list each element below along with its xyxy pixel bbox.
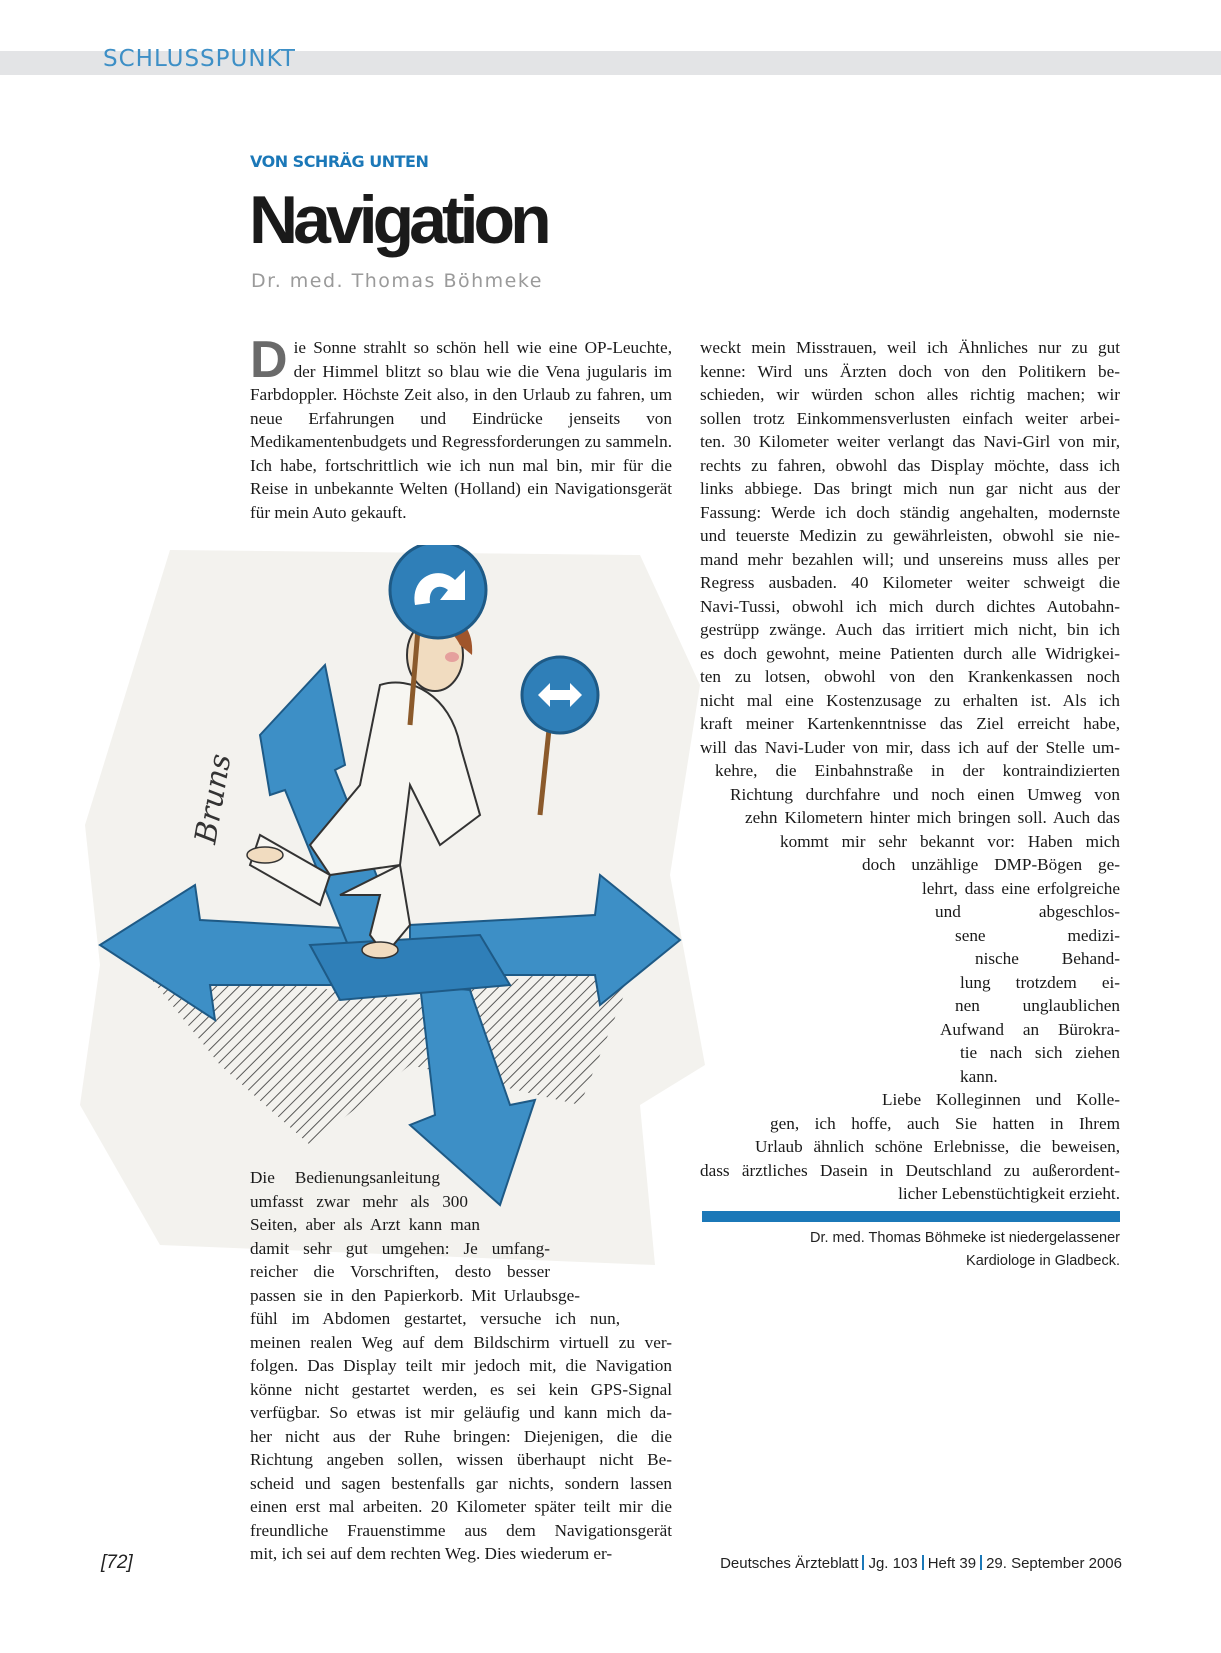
text-line: gestrüpp zwänge. Auch das irritiert mich nicht, bin ich	[700, 620, 1120, 639]
text-line: will das Navi-Luder von mir, dass ich auf der Stelle um-	[700, 737, 1120, 757]
column-2-lines	[700, 336, 1120, 1206]
text-line: Navi-Tussi, obwohl ich mich durch dichtes Autobahn-	[700, 596, 1120, 616]
text-line: freundliche Frauenstimme aus dem Navigationsgerät	[250, 1520, 672, 1540]
article-byline: Dr. med. Thomas Böhmeke	[251, 270, 543, 292]
text-line: folgen. Das Display teilt mir jedoch mit, die Navigation	[250, 1356, 672, 1375]
column-1-lower	[250, 1166, 672, 1566]
article-kicker: VON SCHRÄG UNTEN	[250, 152, 429, 171]
text-line: kraft meiner Kartenkenntnisse das Ziel erreicht habe,	[700, 714, 1120, 733]
text-line: zehn Kilometern hinter mich bringen soll. Auch das	[745, 808, 1120, 827]
text-line: schieden, wir würden schon alles richtig machen; wir	[700, 385, 1120, 404]
text-line: mand mehr bezahlen will; und unsereins muss alles per	[700, 549, 1120, 569]
text-line: rechts zu fahren, obwohl das Display möchte, dass ich	[700, 455, 1120, 475]
text-line: und abgeschlos-	[935, 902, 1120, 921]
text-line: reicher die Vorschriften, desto besser	[250, 1262, 550, 1281]
text-line: umfasst zwar mehr als 300	[250, 1191, 468, 1211]
footer-separator	[922, 1555, 924, 1570]
footer-separator	[980, 1555, 982, 1570]
text-line: Regress ausbaden. 40 Kilometer weiter schweigt die	[700, 573, 1120, 592]
text-line: nische Behand-	[975, 949, 1120, 968]
text-line: meinen realen Weg auf dem Bildschirm virtuell zu ver-	[250, 1332, 672, 1352]
text-line: mit, ich sei auf dem rechten Weg. Dies wiederum er-	[250, 1544, 613, 1563]
text-line: sene medizi-	[955, 925, 1120, 945]
text-line: kommt mir sehr bekannt vor: Haben mich	[780, 831, 1120, 851]
text-line: Liebe Kolleginnen und Kolle-	[882, 1090, 1120, 1109]
text-line: kehre, die Einbahnstraße in der kontraindizierten	[715, 761, 1120, 780]
article-title: Navigation	[249, 182, 547, 258]
volume: Jg. 103	[868, 1555, 918, 1572]
intro-text: ie Sonne strahlt so schön hell wie eine OP-Leuchte, der Himmel blitzt so blau wie die Vena jugularis im Farbdoppler. Höchste Zeit also, in den Urlaub zu fahren, um neue Erfahrungen und Eindrücke jenseits von Medikamentenbudgets und Regressforderungen zu sammeln. Ich habe, fortschrittlich wie ich nun mal bin, mir für die Reise in unbekannte Welten (Holland) ein Navigationsgerät für mein Auto gekauft.	[250, 338, 672, 522]
author-note: Dr. med. Thomas Böhmeke ist niedergelassener Kardiologe in Gladbeck.	[809, 1230, 1120, 1269]
text-line: tie nach sich ziehen kann.	[960, 1043, 1120, 1086]
text-line: kenne: Wird uns Ärzten doch von den Politikern be-	[700, 361, 1120, 381]
issue-date: 29. September 2006	[986, 1555, 1122, 1572]
text-line: fühl im Abdomen gestartet, versuche ich nun,	[250, 1309, 620, 1328]
text-line: sollen trotz Einkommensverlusten einfach weiter arbei-	[700, 408, 1120, 428]
text-line: doch unzählige DMP-Bögen ge-	[862, 855, 1120, 874]
text-line: passen sie in den Papierkorb. Mit Urlaubsge-	[250, 1285, 580, 1305]
publication-footer	[720, 1555, 1122, 1572]
text-line: und teuerste Medizin zu gewährleisten, obwohl sie nie-	[700, 526, 1120, 545]
page-number: [72]	[101, 1552, 133, 1573]
text-line: ten. 30 Kilometer weiter verlangt das Navi-Girl von mir,	[700, 432, 1120, 451]
text-line: gen, ich hoffe, auch Sie hatten in Ihrem	[770, 1113, 1120, 1133]
text-line: damit sehr gut umgehen: Je umfang-	[250, 1238, 550, 1258]
artist-signature: Bruns	[188, 751, 239, 847]
text-line: könne nicht gestartet werden, es sei kein GPS-Signal	[250, 1379, 672, 1399]
text-line: verfügbar. So etwas ist mir geläufig und kann mich da-	[250, 1403, 672, 1422]
text-line: ten zu lotsen, obwohl von den Krankenkassen noch	[700, 667, 1120, 686]
text-line: Seiten, aber als Arzt kann man	[250, 1215, 480, 1234]
text-line: Richtung durchfahre und noch einen Umweg von	[730, 784, 1120, 804]
author-note-rule	[702, 1211, 1120, 1222]
section-label: SCHLUSSPUNKT	[103, 46, 296, 72]
issue: Heft 39	[927, 1555, 977, 1572]
intro-paragraph	[250, 331, 672, 524]
text-line: Die Bedienungsanleitung	[250, 1168, 440, 1187]
text-line: weckt mein Misstrauen, weil ich Ähnliches nur zu gut	[700, 338, 1120, 357]
text-line: es doch gewohnt, meine Patienten durch alle Widrigkei-	[700, 643, 1120, 663]
publication-name: Deutsches Ärzteblatt	[720, 1555, 859, 1572]
text-line: Aufwand an Bürokra-	[940, 1019, 1120, 1039]
text-line: lung trotzdem ei-	[960, 972, 1120, 992]
text-line: Urlaub ähnlich schöne Erlebnisse, die beweisen,	[755, 1137, 1120, 1156]
text-line: dass ärztliches Dasein in Deutschland zu außerordent-	[700, 1160, 1120, 1180]
text-line: einen erst mal arbeiten. 20 Kilometer später teilt mir die	[250, 1497, 672, 1516]
text-line: nicht mal eine Kostenzusage zu erhalten ist. Als ich	[700, 690, 1120, 710]
column-1-lines	[250, 1166, 672, 1566]
text-line: lehrt, dass eine erfolgreiche	[922, 878, 1120, 898]
dropcap: D	[250, 331, 288, 389]
text-line: licher Lebenstüchtigkeit erzieht.	[898, 1184, 1120, 1203]
text-line: Richtung angeben sollen, wissen überhaupt nicht Be-	[250, 1450, 672, 1469]
column-2	[700, 336, 1120, 1206]
text-line: links abbiege. Das bringt mich nun gar nicht aus der	[700, 479, 1120, 498]
text-line: scheid und sagen bestenfalls gar nichts, sondern lassen	[250, 1473, 672, 1493]
text-line: nen unglaublichen	[955, 996, 1120, 1015]
text-line: her nicht aus der Ruhe bringen: Diejenigen, die die	[250, 1426, 672, 1446]
footer-separator	[862, 1555, 864, 1570]
text-line: Fassung: Werde ich doch ständig angehalten, modernste	[700, 502, 1120, 522]
